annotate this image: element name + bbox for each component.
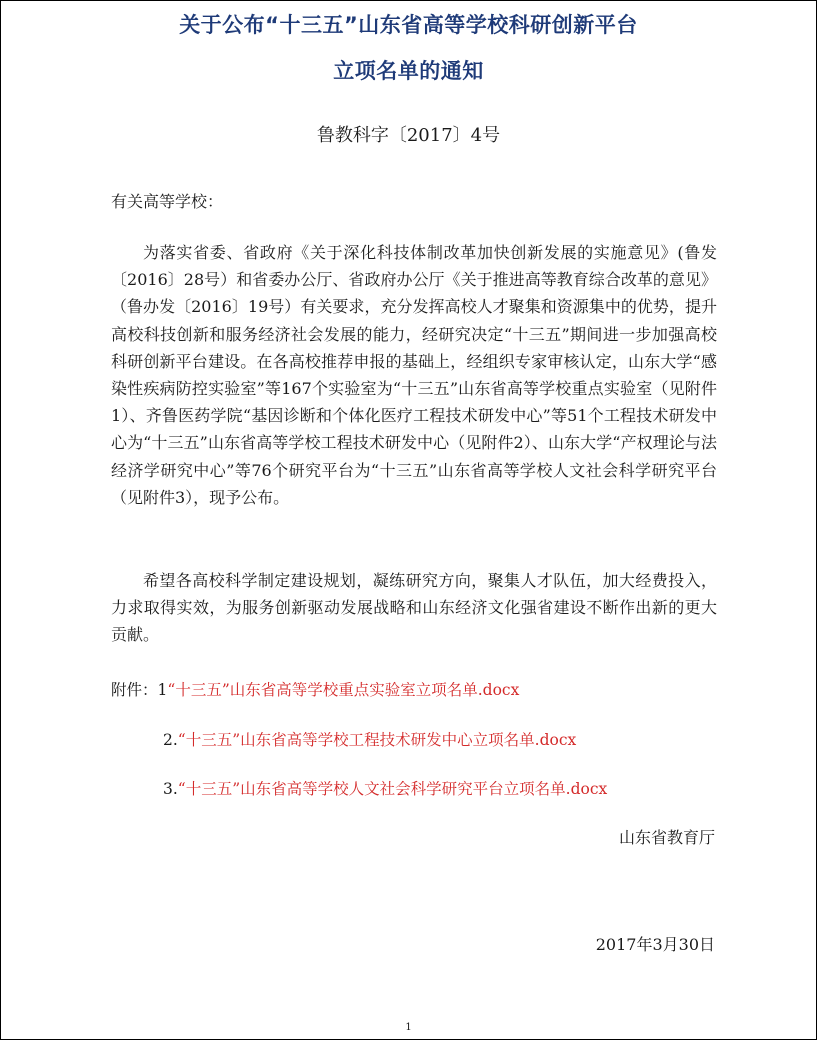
attachment-link-1[interactable]: “十三五”山东省高等学校重点实验室立项名单.docx	[167, 681, 520, 699]
attachment-number: 2.	[163, 731, 178, 749]
notice-title-line-1: 关于公布“十三五”山东省高等学校科研创新平台	[179, 13, 638, 37]
attachment-item	[111, 678, 519, 700]
attachment-item	[163, 728, 576, 750]
attachments-label: 附件：	[111, 681, 158, 699]
salutation: 有关高等学校：	[111, 192, 224, 211]
attachment-item	[163, 777, 607, 799]
attachment-number: 3.	[163, 780, 178, 798]
attachment-link-3[interactable]: “十三五”山东省高等学校人文社会科学研究平台立项名单.docx	[177, 780, 608, 798]
issue-date: 2017年3月30日	[595, 935, 715, 954]
body-paragraph-2: 希望各高校科学制定建设规划，凝练研究方向，聚集人才队伍，加大经费投入，力求取得实效，为服务创新驱动发展战略和山东经济文化强省建设不断作出新的更大贡献。	[111, 571, 717, 645]
attachment-number: 1	[157, 681, 168, 699]
notice-title-line-2: 立项名单的通知	[333, 59, 484, 83]
attachment-link-2[interactable]: “十三五”山东省高等学校工程技术研发中心立项名单.docx	[177, 731, 577, 749]
issuer-signature: 山东省教育厅	[618, 828, 715, 847]
body-paragraph-1: 为落实省委、省政府《关于深化科技体制改革加快创新发展的实施意见》(鲁发〔2016〕28号）和省委办公厅、省政府办公厅《关于推进高等教育综合改革的意见》（鲁办发〔2016〕19号）有关要求，充分发挥高校人才聚集和资源集中的优势，提升高校科技创新和服务经济社会发展的能力，经研究决定“十三五”期间进一步加强高校科研创新平台建设。在各高校推荐申报的基础上，经组织专家审核认定，山东大学“感染性疾病防控实验室”等167个实验室为“十三五”山东省高等学校重点实验室（见附件1）、齐鲁医药学院“基因诊断和个体化医疗工程技术研发中心”等51个工程技术研发中心为“十三五”山东省高等学校工程技术研发中心（见附件2）、山东大学“产权理论与法经济学研究中心”等76个研究平台为“十三五”山东省高等学校人文社会科学研究平台（见附件3），现予公布。	[111, 243, 717, 507]
document-number: 鲁教科字〔2017〕4号	[316, 125, 501, 146]
page-number: 1	[405, 1022, 412, 1033]
